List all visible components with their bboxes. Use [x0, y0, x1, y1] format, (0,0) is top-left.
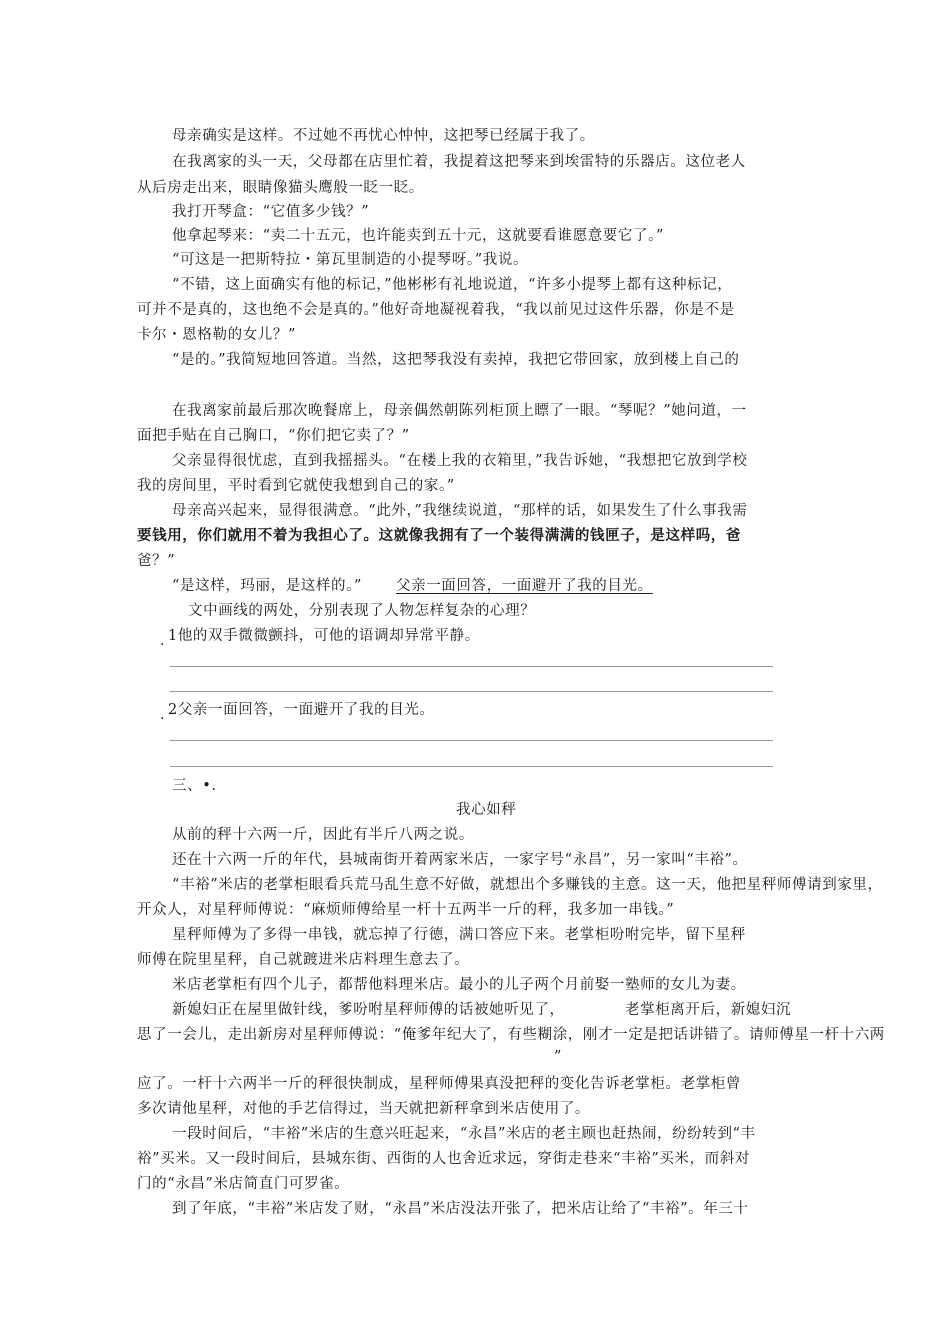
text-line-bold: 要钱用，你们就用不着为我担心了。这就像我拥有了一个装得满满的钱匣子，是这样吗，爸 — [137, 527, 741, 544]
text-line: 师傅在院里星秤，自己就踱进米店料理生意去了。 — [137, 952, 470, 968]
text-line: 从后房走出来，眼睛像猫头鹰般一眨一眨。 — [137, 180, 424, 196]
text-line: 多次请他星秤，对他的手艺信得过，当天就把新秤拿到米店使用了。 — [137, 1101, 590, 1117]
text-line: 在我离家前最后那次晚餐席上，母亲偶然朝陈列柜顶上瞟了一眼。“琴呢？”她问道，一 — [172, 403, 747, 419]
answer-line — [170, 766, 773, 767]
text-line: 星秤师傅为了多得一串钱，就忘掉了行德，满口答应下来。老掌柜吩咐完毕，留下星秤 — [172, 927, 746, 943]
text-line: 爸？” — [137, 553, 176, 569]
article-title: 我心如秤 — [456, 802, 517, 818]
text-line: 应了。一杆十六两半一斤的秤很快制成，星秤师傅果真没把秤的变化告诉老掌柜。老掌柜曾 — [137, 1076, 741, 1092]
text-line: “不错，这上面确实有他的标记，”他彬彬有礼地说道，“许多小提琴上都有这种标记， — [172, 277, 733, 293]
text-line: ” — [554, 1049, 563, 1065]
question-item-1: 1他的双手微微颤抖，可他的语调却异常平静。 — [168, 628, 480, 644]
text-line: “可这是一把斯特拉・第瓦里制造的小提琴呀。”我说。 — [172, 252, 529, 268]
text-line: “是这样，玛丽，是这样的。” — [172, 578, 362, 594]
text-line: 我的房间里，平时看到它就使我想到自己的家。” — [137, 478, 455, 494]
answer-line — [170, 740, 773, 741]
text-line: 米店老掌柜有四个儿子，都帮他料理米店。最小的儿子两个月前娶一塾师的女儿为妻。 — [172, 977, 746, 993]
bullet-dot: . — [160, 707, 165, 723]
answer-line — [170, 666, 773, 667]
text-line: 老掌柜离开后，新媳妇沉 — [625, 1002, 792, 1018]
underlined-sentence: 父亲一面回答，一面避开了我的目光。 — [396, 578, 653, 594]
text-line: “丰裕”米店的老掌柜眼看兵荒马乱生意不好做，就想出个多赚钱的主意。这一天，他把星秤师傅请到家里， — [172, 877, 883, 893]
text-line: 我打开琴盒：“它值多少钱？” — [172, 204, 370, 220]
answer-line — [170, 691, 773, 692]
text-line: 可并不是真的，这也绝不会是真的。”他好奇地凝视着我，“我以前见过这件乐器，你是不是 — [137, 302, 735, 318]
text-line: 面把手贴在自己胸口，“你们把它卖了？” — [137, 428, 410, 444]
text-line: 新媳妇正在屋里做针线，爹吩咐星秤师傅的话被她听见了， — [172, 1002, 565, 1018]
text-line: 还在十六两一斤的年代，县城南街开着两家米店，一家字号“永昌”，另一家叫“丰裕”。 — [172, 852, 748, 868]
text-line: 思了一会儿，走出新房对星秤师傅说：“俺爹年纪大了，有些糊涂，刚才一定是把话讲错了。请师傅星一杆十六两 — [137, 1027, 885, 1043]
bullet-dot: . — [160, 633, 165, 649]
text-line: 母亲确实是这样。不过她不再忧心忡忡，这把琴已经属于我了。 — [172, 128, 595, 144]
text-line: 他拿起琴来：“卖二十五元，也许能卖到五十元，这就要看谁愿意要它了。” — [172, 228, 664, 244]
text-line: 在我离家的头一天，父母都在店里忙着，我提着这把琴来到埃雷特的乐器店。这位老人 — [172, 154, 746, 170]
text-line: 卡尔・恩格勒的女儿？” — [137, 327, 297, 343]
text-line: 门的“永昌”米店简直门可罗雀。 — [137, 1176, 350, 1192]
text-line: 从前的秤十六两一斤，因此有半斤八两之说。 — [172, 827, 474, 843]
text-line: “是的。”我简短地回答道。当然，这把琴我没有卖掉，我把它带回家，放到楼上自己的 — [172, 352, 740, 368]
section-heading: 三、•. — [172, 778, 217, 794]
text-line: 裕”买米。又一段时间后，县城东街、西街的人也舍近求远，穿街走巷来“丰裕”买米，而斜对 — [137, 1151, 750, 1167]
text-line: 一段时间后，“丰裕”米店的生意兴旺起来，“永昌”米店的老主顾也赶热闹，纷纷转到“丰 — [172, 1126, 756, 1142]
question-prompt: 文中画线的两处，分别表现了人物怎样复杂的心理？ — [188, 603, 536, 619]
text-line: 到了年底，“丰裕”米店发了财，“永昌”米店没法开张了，把米店让给了“丰裕”。年三十 — [172, 1201, 749, 1217]
text-line: 开众人，对星秤师傅说：“麻烦师傅给星一杆十五两半一斤的秤，我多加一串钱。” — [137, 902, 675, 918]
text-line: 父亲显得很忧虑，直到我摇摇头。“在楼上我的衣箱里，”我告诉她，“我想把它放到学校 — [172, 453, 748, 469]
text-line: 母亲高兴起来，显得很满意。“此外，”我继续说道，“那样的话，如果发生了什么事我需 — [172, 503, 748, 519]
question-item-2: 2父亲一面回答，一面避开了我的目光。 — [168, 702, 435, 718]
